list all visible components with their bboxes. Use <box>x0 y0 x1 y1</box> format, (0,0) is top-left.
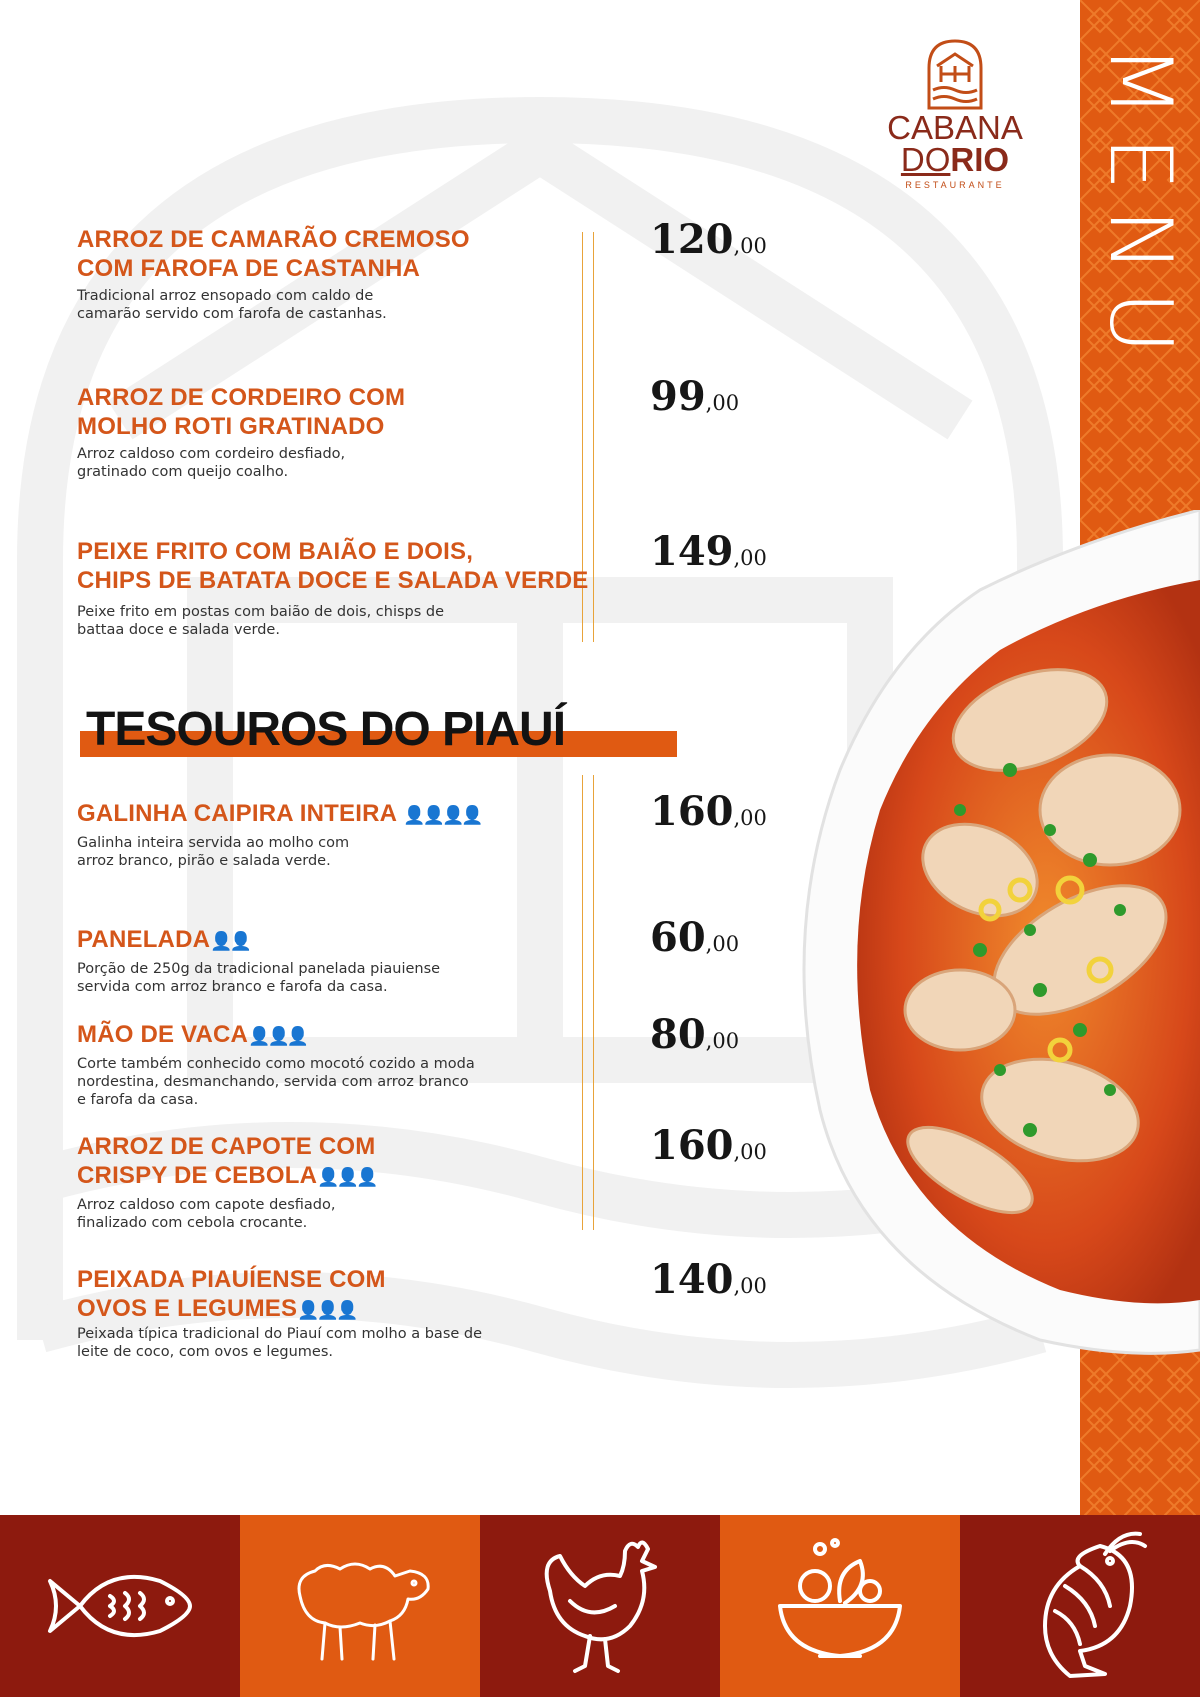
dish-name: PEIXADA PIAUÍENSE COM OVOS E LEGUMES👤👤👤 <box>77 1266 386 1322</box>
logo-rio: RIO <box>950 141 1010 178</box>
dish-price: 99,00 <box>650 373 740 420</box>
dish-description: Arroz caldoso com capote desfiado, finalizado com cebola crocante. <box>77 1197 336 1231</box>
dish-price: 80,00 <box>650 1011 740 1058</box>
shrimp-icon <box>1010 1526 1150 1686</box>
dish-panelada <box>77 925 597 996</box>
dish-name: ARROZ DE CORDEIRO COM MOLHO ROTI GRATINADO <box>77 384 406 440</box>
dish-price: 140,00 <box>650 1256 767 1303</box>
section-title: TESOUROS DO PIAUÍ <box>86 703 566 756</box>
footer-icon-strip <box>0 1515 1200 1697</box>
salad-bowl-icon <box>765 1531 915 1681</box>
rooster-icon <box>530 1531 670 1681</box>
dish-galinha-caipira <box>77 799 597 870</box>
serves-people-icon: 👤👤👤👤 <box>403 805 481 825</box>
serves-people-icon: 👤👤👤 <box>248 1026 307 1046</box>
dish-price: 149,00 <box>650 528 767 575</box>
restaurant-logo <box>880 38 1030 218</box>
dish-description: Tradicional arroz ensopado com caldo de camarão servido com farofa de castanhas. <box>77 288 387 322</box>
footer-tile-fish <box>0 1515 240 1697</box>
dish-arroz-camarao <box>77 225 597 323</box>
menu-vertical-title <box>1090 28 1191 388</box>
dish-price: 160,00 <box>650 788 767 835</box>
dish-peixe-frito <box>77 537 597 639</box>
dish-price: 160,00 <box>650 1122 767 1169</box>
section-header <box>80 700 680 764</box>
logo-line2 <box>880 141 1030 178</box>
serves-people-icon: 👤👤👤 <box>297 1300 356 1320</box>
dish-description: Peixada típica tradicional do Piauí com molho a base de leite de coco, com ovos e legumes. <box>77 1326 483 1360</box>
dish-price: 120,00 <box>650 216 767 263</box>
footer-tile-salad <box>720 1515 960 1697</box>
dish-name: GALINHA CAIPIRA INTEIRA 👤👤👤👤 <box>77 800 481 827</box>
serves-people-icon: 👤👤👤 <box>317 1167 376 1187</box>
dish-description: Arroz caldoso com cordeiro desfiado, gratinado com queijo coalho. <box>77 446 346 480</box>
footer-tile-rooster <box>480 1515 720 1697</box>
sheep-icon <box>280 1541 440 1671</box>
dish-description: Porção de 250g da tradicional panelada piauiense servida com arroz branco e farofa da casa. <box>77 961 441 995</box>
dish-description: Galinha inteira servida ao molho com arroz branco, pirão e salada verde. <box>77 835 350 869</box>
dish-name: MÃO DE VACA👤👤👤 <box>77 1021 307 1048</box>
dish-name: PANELADA👤👤 <box>77 926 249 953</box>
dish-arroz-capote <box>77 1132 597 1232</box>
logo-line1: CABANA <box>887 109 1023 146</box>
cabana-logo-icon <box>925 38 985 112</box>
food-plate-image <box>780 510 1200 1360</box>
dish-name: ARROZ DE CAMARÃO CREMOSO COM FAROFA DE CASTANHA <box>77 226 470 282</box>
logo-do: DO <box>900 141 951 178</box>
footer-tile-shrimp <box>960 1515 1200 1697</box>
serves-people-icon: 👤👤 <box>210 931 249 951</box>
logo-tagline: RESTAURANTE <box>905 180 1005 190</box>
footer-tile-sheep <box>240 1515 480 1697</box>
dish-name: PEIXE FRITO COM BAIÃO E DOIS, CHIPS DE BATATA DOCE E SALADA VERDE <box>77 538 589 594</box>
dish-peixada <box>77 1265 597 1361</box>
menu-title-text: MENU <box>1090 44 1191 372</box>
dish-mao-de-vaca <box>77 1020 597 1109</box>
fish-icon <box>40 1551 200 1661</box>
dish-name: ARROZ DE CAPOTE COM CRISPY DE CEBOLA👤👤👤 <box>77 1133 376 1189</box>
dish-arroz-cordeiro <box>77 383 597 481</box>
dish-description: Peixe frito em postas com baião de dois, chisps de battaa doce e salada verde. <box>77 604 445 638</box>
dish-price: 60,00 <box>650 914 740 961</box>
dish-description: Corte também conhecido como mocotó cozido a moda nordestina, desmanchando, servida com arroz branco e farofa da casa. <box>77 1056 475 1108</box>
